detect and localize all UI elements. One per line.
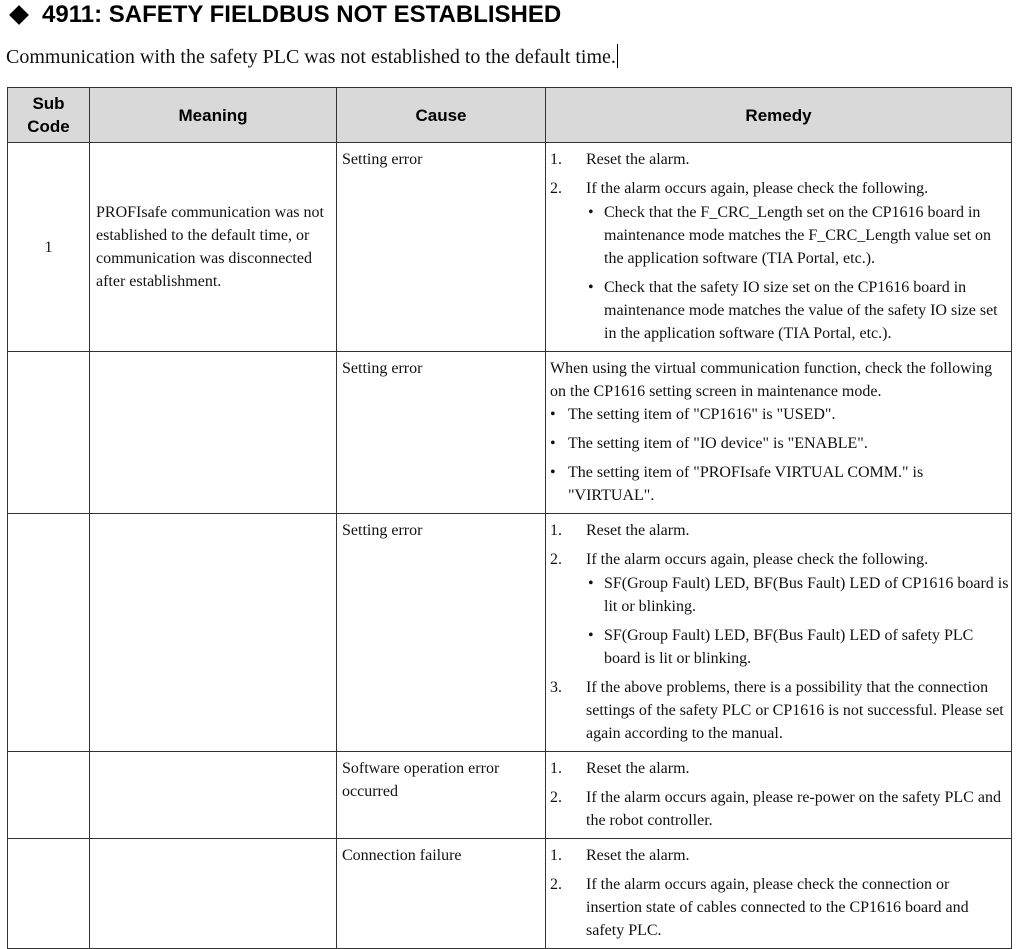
intro-paragraph: [6, 44, 618, 69]
remedy-bullet: • SF(Group Fault) LED, BF(Bus Fault) LED of safety PLC board is lit or blinking.: [588, 627, 974, 667]
page-title-text: 4911: SAFETY FIELDBUS NOT ESTABLISHED: [42, 1, 562, 28]
remedy-bullet: • The setting item of "PROFIsafe VIRTUAL COMM." is "VIRTUAL".: [550, 464, 924, 504]
text-cursor: [617, 44, 618, 68]
table-header-row: [8, 88, 1012, 143]
header-cause: Cause: [337, 88, 546, 143]
remedy-step: 2. If the alarm occurs again, please check the connection or insertion state of cables connected to the CP1616 board and safety PLC.: [550, 876, 969, 939]
remedy-cell: [546, 143, 1012, 352]
header-meaning: Meaning: [90, 88, 337, 143]
cause-cell: Connection failure: [337, 839, 546, 949]
remedy-step: 1. Reset the alarm.: [550, 847, 690, 864]
sub-code-cell: [8, 839, 90, 949]
meaning-cell: [90, 752, 337, 839]
header-remedy: Remedy: [546, 88, 1012, 143]
remedy-step: 2. If the alarm occurs again, please check the following.: [550, 551, 929, 568]
sub-code-cell: 1: [8, 143, 90, 352]
remedy-bullet: • Check that the safety IO size set on the CP1616 board in maintenance mode matches the value of the safety IO size set in the application software (TIA Portal, etc.).: [588, 279, 998, 342]
sub-code-cell: [8, 352, 90, 514]
remedy-cell: [546, 752, 1012, 839]
header-sub-code: Sub Code: [8, 88, 90, 143]
remedy-cell: [546, 839, 1012, 949]
table-row: [8, 143, 1012, 352]
remedy-step: 1. Reset the alarm.: [550, 760, 690, 777]
table-row: [8, 352, 1012, 514]
meaning-cell: [90, 352, 337, 514]
table-row: [8, 839, 1012, 949]
meaning-cell: [90, 839, 337, 949]
alarm-table: [7, 87, 1012, 949]
cause-cell: Setting error: [337, 514, 546, 752]
remedy-cell: [546, 514, 1012, 752]
cause-cell: Setting error: [337, 352, 546, 514]
remedy-cell: [546, 352, 1012, 514]
sub-code-cell: [8, 752, 90, 839]
cause-cell: Setting error: [337, 143, 546, 352]
diamond-bullet-icon: [9, 5, 29, 25]
sub-code-cell: [8, 514, 90, 752]
intro-text: Communication with the safety PLC was not established to the default time.: [6, 46, 616, 68]
remedy-bullet: • The setting item of "IO device" is "ENABLE".: [550, 435, 868, 452]
remedy-step: 3. If the above problems, there is a possibility that the connection settings of the safety PLC or CP1616 is not successful. Please set again according to the manual.: [550, 679, 1004, 742]
remedy-step: 2. If the alarm occurs again, please check the following.: [550, 180, 929, 197]
cause-cell: Software operation error occurred: [337, 752, 546, 839]
remedy-step: 1. Reset the alarm.: [550, 522, 690, 539]
remedy-intro: When using the virtual communication function, check the following on the CP1616 setting screen in maintenance mode.: [550, 360, 993, 400]
page-title: [6, 0, 561, 30]
table-row: [8, 752, 1012, 839]
meaning-cell: [90, 514, 337, 752]
meaning-cell: PROFIsafe communication was not established to the default time, or communication was disconnected after establishment.: [90, 143, 337, 352]
remedy-bullet: • Check that the F_CRC_Length set on the CP1616 board in maintenance mode matches the F_CRC_Length value set on the application software (TIA Portal, etc.).: [588, 204, 992, 267]
remedy-step: 1. Reset the alarm.: [550, 151, 690, 168]
remedy-bullet: • SF(Group Fault) LED, BF(Bus Fault) LED of CP1616 board is lit or blinking.: [588, 575, 1009, 615]
remedy-step: 2. If the alarm occurs again, please re-power on the safety PLC and the robot controller.: [550, 789, 1001, 829]
remedy-bullet: • The setting item of "CP1616" is "USED".: [550, 406, 836, 423]
table-row: [8, 514, 1012, 752]
